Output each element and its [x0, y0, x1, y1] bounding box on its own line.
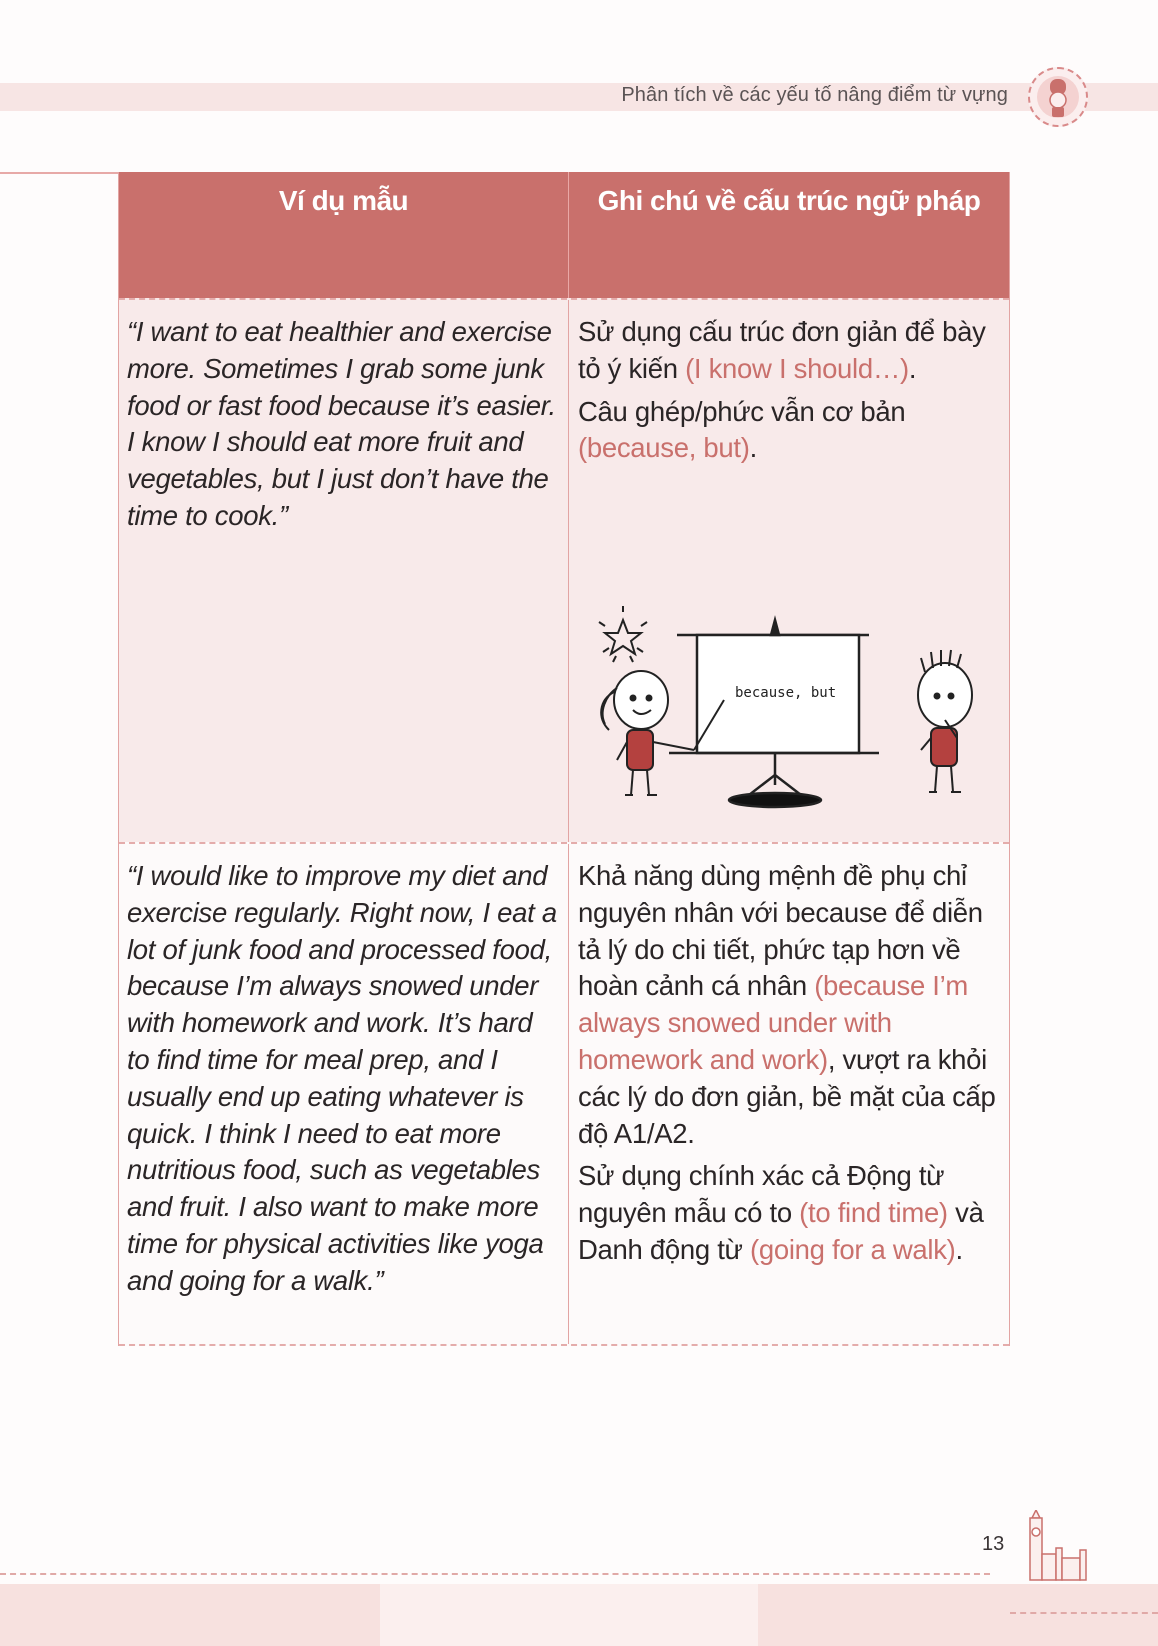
table-row — [119, 842, 1009, 1346]
table-header — [119, 172, 1009, 298]
footer-band — [0, 1584, 1158, 1646]
grammar-note: Sử dụng cấu trúc đơn giản để bày tỏ ý kiến (I know I should…). — [578, 316, 986, 384]
top-rule — [0, 172, 118, 174]
board-icon — [669, 620, 879, 807]
guard-badge-icon — [1028, 67, 1088, 127]
board-text: because, but — [735, 685, 837, 701]
student-figure — [918, 650, 972, 792]
footer-dashed-rule — [0, 1573, 990, 1575]
example-quote: “I want to eat healthier and exercise more. Sometimes I grab some junk food or fast food because it’s easier. I know I should eat more fruit and vegetables, but I just don’t have the time to cook.” — [127, 316, 556, 531]
example-cell — [119, 844, 569, 1344]
grammar-note: Khả năng dùng mệnh đề phụ chỉ nguyên nhân với because để diễn tả lý do chi tiết, phức tạp hơn về hoàn cảnh cá nhân (because I’m always snowed under with homework and work), vượt ra khỏi các lý do đơn giản, bề mặt của cấp độ A1/A2. — [578, 860, 996, 1149]
guard-icon — [1037, 76, 1079, 118]
page-number: 13 — [982, 1533, 1005, 1555]
star-icon — [599, 606, 647, 662]
big-ben-icon — [1024, 1510, 1094, 1586]
notes-cell — [569, 844, 1009, 1344]
table-row — [119, 298, 1009, 842]
example-cell — [119, 300, 569, 842]
footer-dashed-rule — [1010, 1612, 1158, 1614]
comparison-table — [118, 172, 1010, 1346]
grammar-note: Sử dụng chính xác cả Động từ nguyên mẫu có to (to find time) và Danh động từ (going for a walk). — [578, 1160, 984, 1265]
example-quote: “I would like to improve my diet and exercise regularly. Right now, I eat a lot of junk food and processed food, because I’m always snowed under with homework and work. It’s hard to find time for meal prep, and I usually end up eating whatever is quick. I think I need to eat more nutritious food, such as vegetables and fruit. I also want to make more time for physical activities like yoga and going for a walk.” — [127, 860, 557, 1296]
grammar-note: Câu ghép/phức vẫn cơ bản (because, but). — [578, 395, 906, 464]
notes-cell — [569, 300, 1009, 842]
teacher-illustration — [569, 600, 1009, 840]
column-header-example: Ví dụ mẫu — [119, 172, 569, 298]
column-header-notes: Ghi chú về cấu trúc ngữ pháp — [597, 185, 981, 216]
running-header: Phân tích về các yếu tố nâng điểm từ vựng — [621, 84, 1008, 106]
